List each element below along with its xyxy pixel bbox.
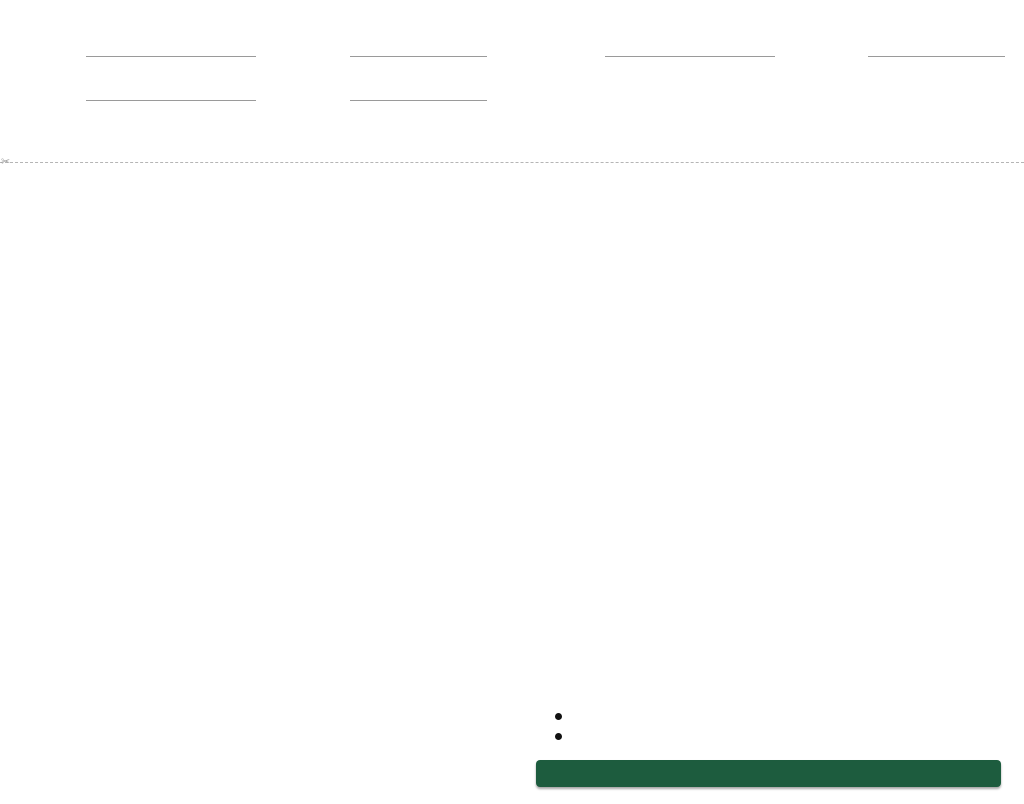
player-name-field[interactable] [86, 56, 256, 57]
cut-line [0, 162, 1024, 163]
attention-item [555, 730, 572, 745]
scissors-icon: ✂ [1, 155, 11, 168]
hcap-field[interactable] [350, 100, 487, 101]
marker-name-field[interactable] [605, 56, 775, 57]
attention-item [555, 710, 572, 725]
marker-sign-field[interactable] [868, 56, 1005, 57]
date-field[interactable] [86, 100, 256, 101]
player-sign-field[interactable] [350, 56, 487, 57]
distances-banner [536, 760, 1001, 787]
